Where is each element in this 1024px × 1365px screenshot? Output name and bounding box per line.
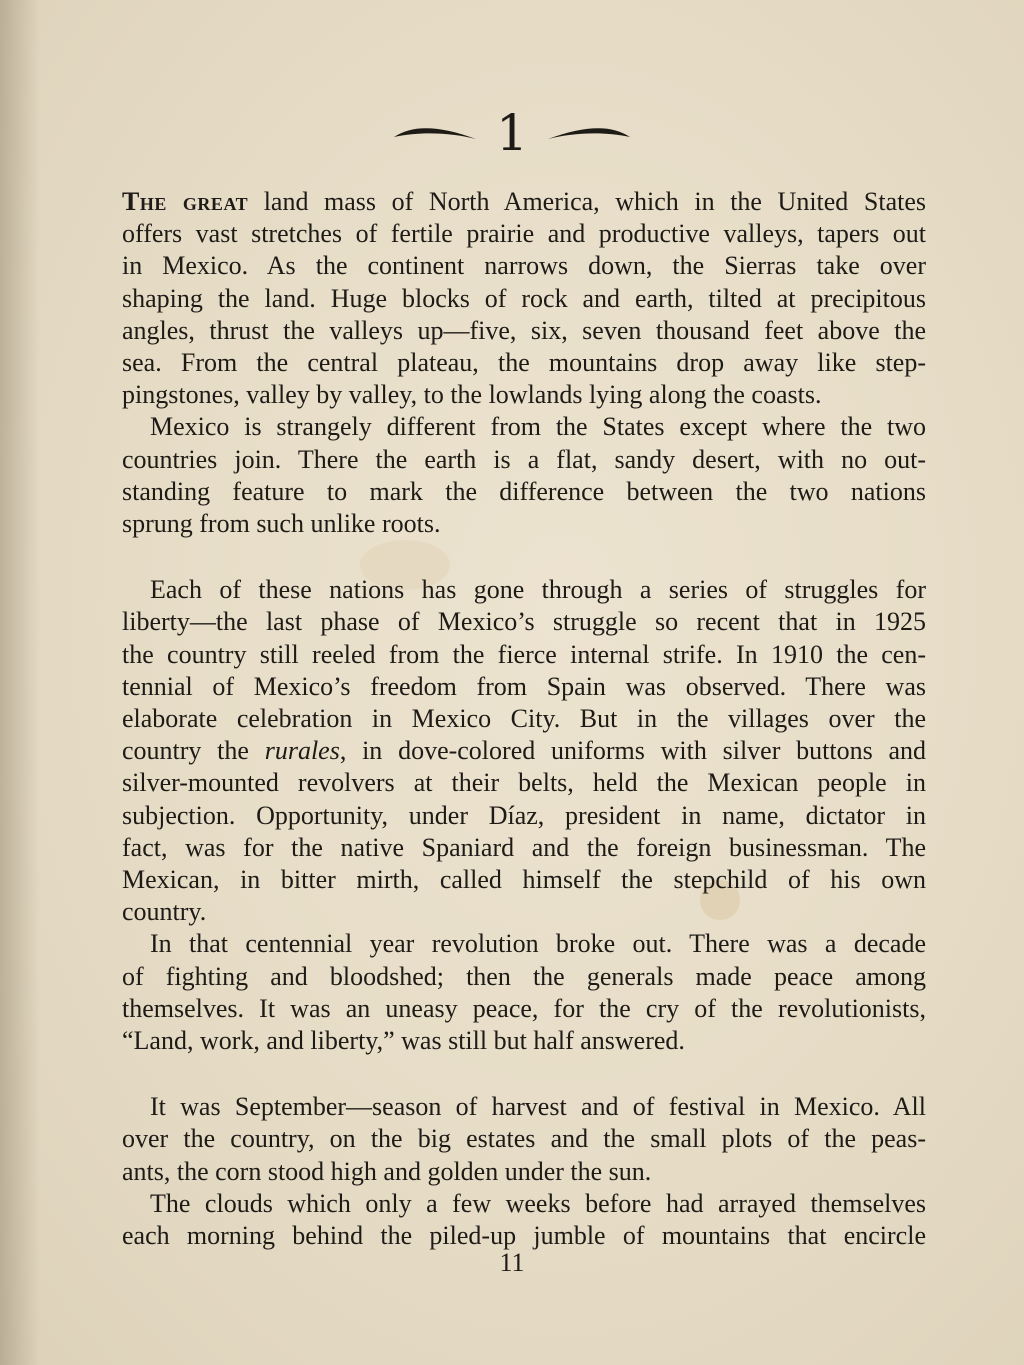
italic-term: rurales: [264, 736, 340, 766]
text-line: ants, the corn stood high and golden under the sun.: [122, 1156, 652, 1186]
text-line: standing feature to mark the difference between the two nations: [122, 476, 926, 506]
text-line: countries join. There the earth is a flat, sandy desert, with no out-: [122, 444, 926, 474]
text-line: the country still reeled from the fierce internal strife. In 1910 the cen-: [122, 639, 926, 669]
text-line: “Land, work, and liberty,” was still but half answered.: [122, 1026, 685, 1056]
text-line: of fighting and bloodshed; then the generals made peace among: [122, 961, 926, 991]
text-line: Each of these nations has gone through a series of struggles for: [150, 575, 926, 605]
text-line: over the country, on the big estates and the small plots of the peas-: [122, 1124, 926, 1154]
text-line: liberty—the last phase of Mexico’s struggle so recent that in 1925: [122, 607, 926, 637]
text-line: elaborate celebration in Mexico City. But in the villages over the: [122, 704, 926, 734]
lead-in-smallcaps: The great: [122, 187, 249, 216]
text-line: in Mexico. As the continent narrows down, the Sierras take over: [122, 251, 926, 281]
page-number: 11: [499, 1248, 525, 1277]
text-line: country the rurales, in dove-colored uniforms with silver buttons and: [122, 736, 926, 766]
text-line: country.: [122, 897, 207, 927]
text-line: offers vast stretches of fertile prairie and productive valleys, tapers out: [122, 219, 926, 249]
section-break: [122, 1057, 926, 1091]
text-line: fact, was for the native Spaniard and the foreign businessman. The: [122, 832, 926, 862]
text-line: It was September—season of harvest and of festival in Mexico. All: [150, 1092, 926, 1122]
left-swash-ornament: [392, 121, 478, 145]
text-line: shaping the land. Huge blocks of rock and earth, tilted at precipitous: [122, 283, 926, 313]
chapter-heading: [0, 98, 1024, 168]
chapter-number: 1: [496, 104, 528, 162]
section-break: [122, 540, 926, 574]
text-line: The clouds which only a few weeks before had arrayed themselves: [150, 1188, 926, 1218]
paragraph: [122, 186, 926, 411]
paragraph: [122, 1188, 926, 1252]
text-line: subjection. Opportunity, under Díaz, president in name, dictator in: [122, 800, 926, 830]
right-swash-ornament: [546, 121, 632, 145]
text-line: pingstones, valley by valley, to the lowlands lying along the coasts.: [122, 380, 822, 410]
text-line: The great land mass of North America, which in the United States: [122, 187, 926, 216]
paragraph: [122, 1091, 926, 1188]
text-line: angles, thrust the valleys up—five, six, seven thousand feet above the: [122, 315, 926, 345]
text-line: each morning behind the piled-up jumble of mountains that encircle: [122, 1221, 926, 1251]
paragraph: [122, 574, 926, 928]
text-line: tennial of Mexico’s freedom from Spain was observed. There was: [122, 671, 926, 701]
text-line: themselves. It was an uneasy peace, for the cry of the revolutionists,: [122, 993, 926, 1023]
text-line: In that centennial year revolution broke out. There was a decade: [150, 929, 926, 959]
text-line: sea. From the central plateau, the mountains drop away like step-: [122, 348, 926, 378]
paragraph: [122, 411, 926, 540]
text-line: Mexican, in bitter mirth, called himself the stepchild of his own: [122, 865, 926, 895]
gutter-shadow: [0, 0, 40, 1365]
text-line: silver-mounted revolvers at their belts, held the Mexican people in: [122, 768, 926, 798]
paragraph: [122, 928, 926, 1057]
text-line: sprung from such unlike roots.: [122, 509, 441, 539]
text-line: Mexico is strangely different from the States except where the two: [150, 412, 926, 442]
body-text: [122, 186, 926, 1252]
